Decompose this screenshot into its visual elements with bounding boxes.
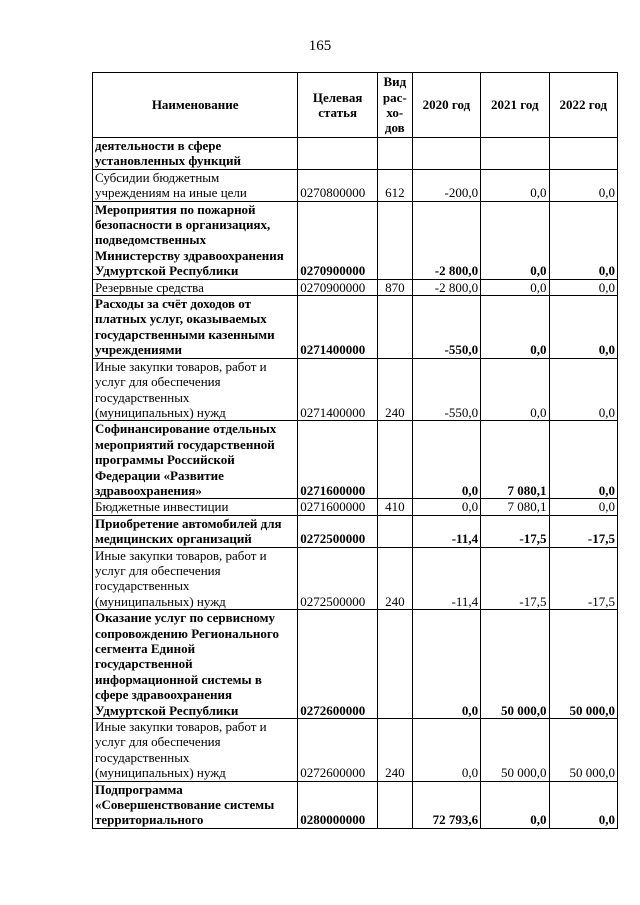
row-name-line: здравоохранения» xyxy=(95,482,202,498)
row-name xyxy=(93,515,298,547)
row-expense-type: 612 xyxy=(377,169,412,201)
row-expense-type: 410 xyxy=(377,499,412,515)
row-amount-2020: -550,0 xyxy=(412,358,480,421)
row-target-article: 0272600000 xyxy=(298,610,378,719)
row-name-line: Федерации «Развитие xyxy=(95,467,224,483)
row-amount-2021: 0,0 xyxy=(481,296,549,359)
table-row xyxy=(93,515,618,547)
budget-table xyxy=(92,72,618,829)
row-name-line: Софинансирование отдельных xyxy=(95,421,277,437)
row-name-line: безопасности в организациях, xyxy=(95,217,271,233)
row-expense-type xyxy=(377,421,412,499)
row-amount-2022: 50 000,0 xyxy=(549,719,617,782)
row-amount-2021 xyxy=(481,138,549,170)
row-amount-2021: 50 000,0 xyxy=(481,719,549,782)
row-amount-2020: -2 800,0 xyxy=(412,201,480,279)
row-name-line: услуг для обеспечения xyxy=(95,734,221,750)
row-name-line: государственных xyxy=(95,749,190,765)
row-amount-2020: -550,0 xyxy=(412,296,480,359)
row-expense-type xyxy=(377,781,412,828)
table-row xyxy=(93,138,618,170)
row-target-article: 0271400000 xyxy=(298,296,378,359)
row-name xyxy=(93,781,298,828)
row-name-line: сегмента Единой xyxy=(95,641,196,656)
row-amount-2020: 0,0 xyxy=(412,421,480,499)
row-amount-2021: 50 000,0 xyxy=(481,610,549,719)
table-row xyxy=(93,201,618,279)
row-amount-2020 xyxy=(412,138,480,170)
table-row xyxy=(93,499,618,515)
row-amount-2022: 0,0 xyxy=(549,499,617,515)
table-row xyxy=(93,358,618,421)
row-name-line: «Совершенствование системы xyxy=(95,797,275,813)
row-name xyxy=(93,610,298,719)
row-amount-2022: 0,0 xyxy=(549,201,617,279)
header-year-2020: 2020 год xyxy=(412,73,480,138)
row-name-line: медицинских организаций xyxy=(95,531,252,547)
row-name xyxy=(93,138,298,170)
header-target-article-line: статья xyxy=(318,105,358,120)
row-name xyxy=(93,169,298,201)
row-amount-2020: -200,0 xyxy=(412,169,480,201)
row-target-article: 0270800000 xyxy=(298,169,378,201)
row-target-article: 0271400000 xyxy=(298,358,378,421)
row-amount-2022: -17,5 xyxy=(549,547,617,610)
table-header-row xyxy=(93,73,618,138)
row-amount-2022 xyxy=(549,138,617,170)
table-row xyxy=(93,296,618,359)
row-amount-2020: 72 793,6 xyxy=(412,781,480,828)
row-amount-2022: 0,0 xyxy=(549,358,617,421)
row-name-line: государственными казенными xyxy=(95,326,275,342)
table-row xyxy=(93,610,618,719)
row-name-line: Подпрограмма xyxy=(95,781,183,797)
row-target-article: 0271600000 xyxy=(298,499,378,515)
table-row xyxy=(93,421,618,499)
row-name-line: Оказание услуг по сервисному xyxy=(95,610,275,626)
row-amount-2021: -17,5 xyxy=(481,547,549,610)
table-row xyxy=(93,547,618,610)
row-amount-2021: 0,0 xyxy=(481,201,549,279)
row-name-line: Приобретение автомобилей для xyxy=(95,515,282,531)
row-target-article: 0271600000 xyxy=(298,421,378,499)
row-amount-2020: -2 800,0 xyxy=(412,279,480,295)
row-name-line: сфере здравоохранения xyxy=(95,687,233,703)
row-amount-2021: 7 080,1 xyxy=(481,421,549,499)
row-name xyxy=(93,719,298,782)
row-target-article: 0272500000 xyxy=(298,515,378,547)
row-target-article: 0272500000 xyxy=(298,547,378,610)
row-name-line: (муниципальных) нужд xyxy=(95,593,226,609)
row-name-line: деятельности в сфере xyxy=(95,138,222,153)
row-name-line: Иные закупки товаров, работ и xyxy=(95,358,267,374)
header-target-article-line: Целевая xyxy=(312,89,363,105)
row-target-article xyxy=(298,138,378,170)
row-name-line: Удмуртской Республики xyxy=(95,263,239,279)
row-name-line: (муниципальных) нужд xyxy=(95,404,226,420)
row-name-line: Министерству здравоохранения xyxy=(95,247,284,263)
row-amount-2021: 7 080,1 xyxy=(481,499,549,515)
row-name-line: сопровождению Регионального xyxy=(95,625,279,641)
row-name-line: территориального xyxy=(95,812,204,828)
row-name-line: программы Российской xyxy=(95,452,235,468)
row-name-line: Иные закупки товаров, работ и xyxy=(95,547,267,563)
row-name-line: (муниципальных) нужд xyxy=(95,765,226,781)
row-name-line: Бюджетные инвестиции xyxy=(95,499,229,515)
row-expense-type xyxy=(377,296,412,359)
header-year-2022: 2022 год xyxy=(549,73,617,138)
row-amount-2020: 0,0 xyxy=(412,610,480,719)
row-name-line: учреждениям на иные цели xyxy=(95,185,247,201)
row-expense-type xyxy=(377,138,412,170)
row-name-line: установленных функций xyxy=(95,153,241,169)
row-expense-type: 240 xyxy=(377,719,412,782)
header-expense-type-line: дов xyxy=(384,120,405,136)
row-amount-2022: 0,0 xyxy=(549,169,617,201)
row-amount-2021: -17,5 xyxy=(481,515,549,547)
row-amount-2021: 0,0 xyxy=(481,279,549,295)
row-expense-type: 240 xyxy=(377,547,412,610)
row-name-line: информационной системы в xyxy=(95,671,262,687)
table-body xyxy=(93,138,618,829)
row-name xyxy=(93,358,298,421)
row-amount-2021: 0,0 xyxy=(481,169,549,201)
row-expense-type: 870 xyxy=(377,279,412,295)
row-name-line: государственных xyxy=(95,578,190,594)
row-name-line: Субсидии бюджетным xyxy=(95,169,220,185)
header-expense-type-line: Вид xyxy=(383,74,407,90)
row-target-article: 0270900000 xyxy=(298,279,378,295)
row-name xyxy=(93,279,298,295)
row-amount-2020: -11,4 xyxy=(412,515,480,547)
row-target-article: 0272600000 xyxy=(298,719,378,782)
row-amount-2022: 0,0 xyxy=(549,279,617,295)
row-name xyxy=(93,201,298,279)
table-row xyxy=(93,781,618,828)
row-expense-type xyxy=(377,515,412,547)
row-name-line: Мероприятия по пожарной xyxy=(95,201,256,217)
row-name-line: услуг для обеспечения xyxy=(95,562,221,578)
row-amount-2022: 50 000,0 xyxy=(549,610,617,719)
table-row xyxy=(93,169,618,201)
table-row xyxy=(93,279,618,295)
row-expense-type: 240 xyxy=(377,358,412,421)
row-amount-2022: 0,0 xyxy=(549,421,617,499)
row-expense-type xyxy=(377,610,412,719)
row-amount-2022: 0,0 xyxy=(549,781,617,828)
row-amount-2020: -11,4 xyxy=(412,547,480,610)
row-target-article: 0280000000 xyxy=(298,781,378,828)
row-name xyxy=(93,421,298,499)
row-name xyxy=(93,499,298,515)
row-name-line: услуг для обеспечения xyxy=(95,374,221,390)
row-amount-2020: 0,0 xyxy=(412,719,480,782)
table-row xyxy=(93,719,618,782)
row-name xyxy=(93,547,298,610)
page-number: 165 xyxy=(308,38,332,54)
row-amount-2021: 0,0 xyxy=(481,358,549,421)
row-name-line: Иные закупки товаров, работ и xyxy=(95,719,267,735)
row-amount-2020: 0,0 xyxy=(412,499,480,515)
row-name xyxy=(93,296,298,359)
row-name-line: мероприятий государственной xyxy=(95,436,275,452)
header-year-2021: 2021 год xyxy=(481,73,549,138)
row-name-line: Удмуртской Республики xyxy=(95,702,239,718)
header-expense-type-line: рас- xyxy=(382,89,407,105)
row-name-line: Резервные средства xyxy=(95,279,204,295)
header-expense-type-line: хо- xyxy=(386,105,404,120)
row-name-line: подведомственных xyxy=(95,232,207,248)
row-name-line: государственной xyxy=(95,656,193,672)
row-expense-type xyxy=(377,201,412,279)
row-amount-2022: -17,5 xyxy=(549,515,617,547)
row-amount-2022: 0,0 xyxy=(549,296,617,359)
row-name-line: платных услуг, оказываемых xyxy=(95,311,267,327)
header-name: Наименование xyxy=(93,73,298,138)
row-name-line: Расходы за счёт доходов от xyxy=(95,296,251,312)
row-target-article: 0270900000 xyxy=(298,201,378,279)
row-name-line: учреждениями xyxy=(95,342,182,358)
row-amount-2021: 0,0 xyxy=(481,781,549,828)
header-expense-type xyxy=(377,73,412,138)
header-target-article xyxy=(298,73,378,138)
row-name-line: государственных xyxy=(95,389,190,405)
